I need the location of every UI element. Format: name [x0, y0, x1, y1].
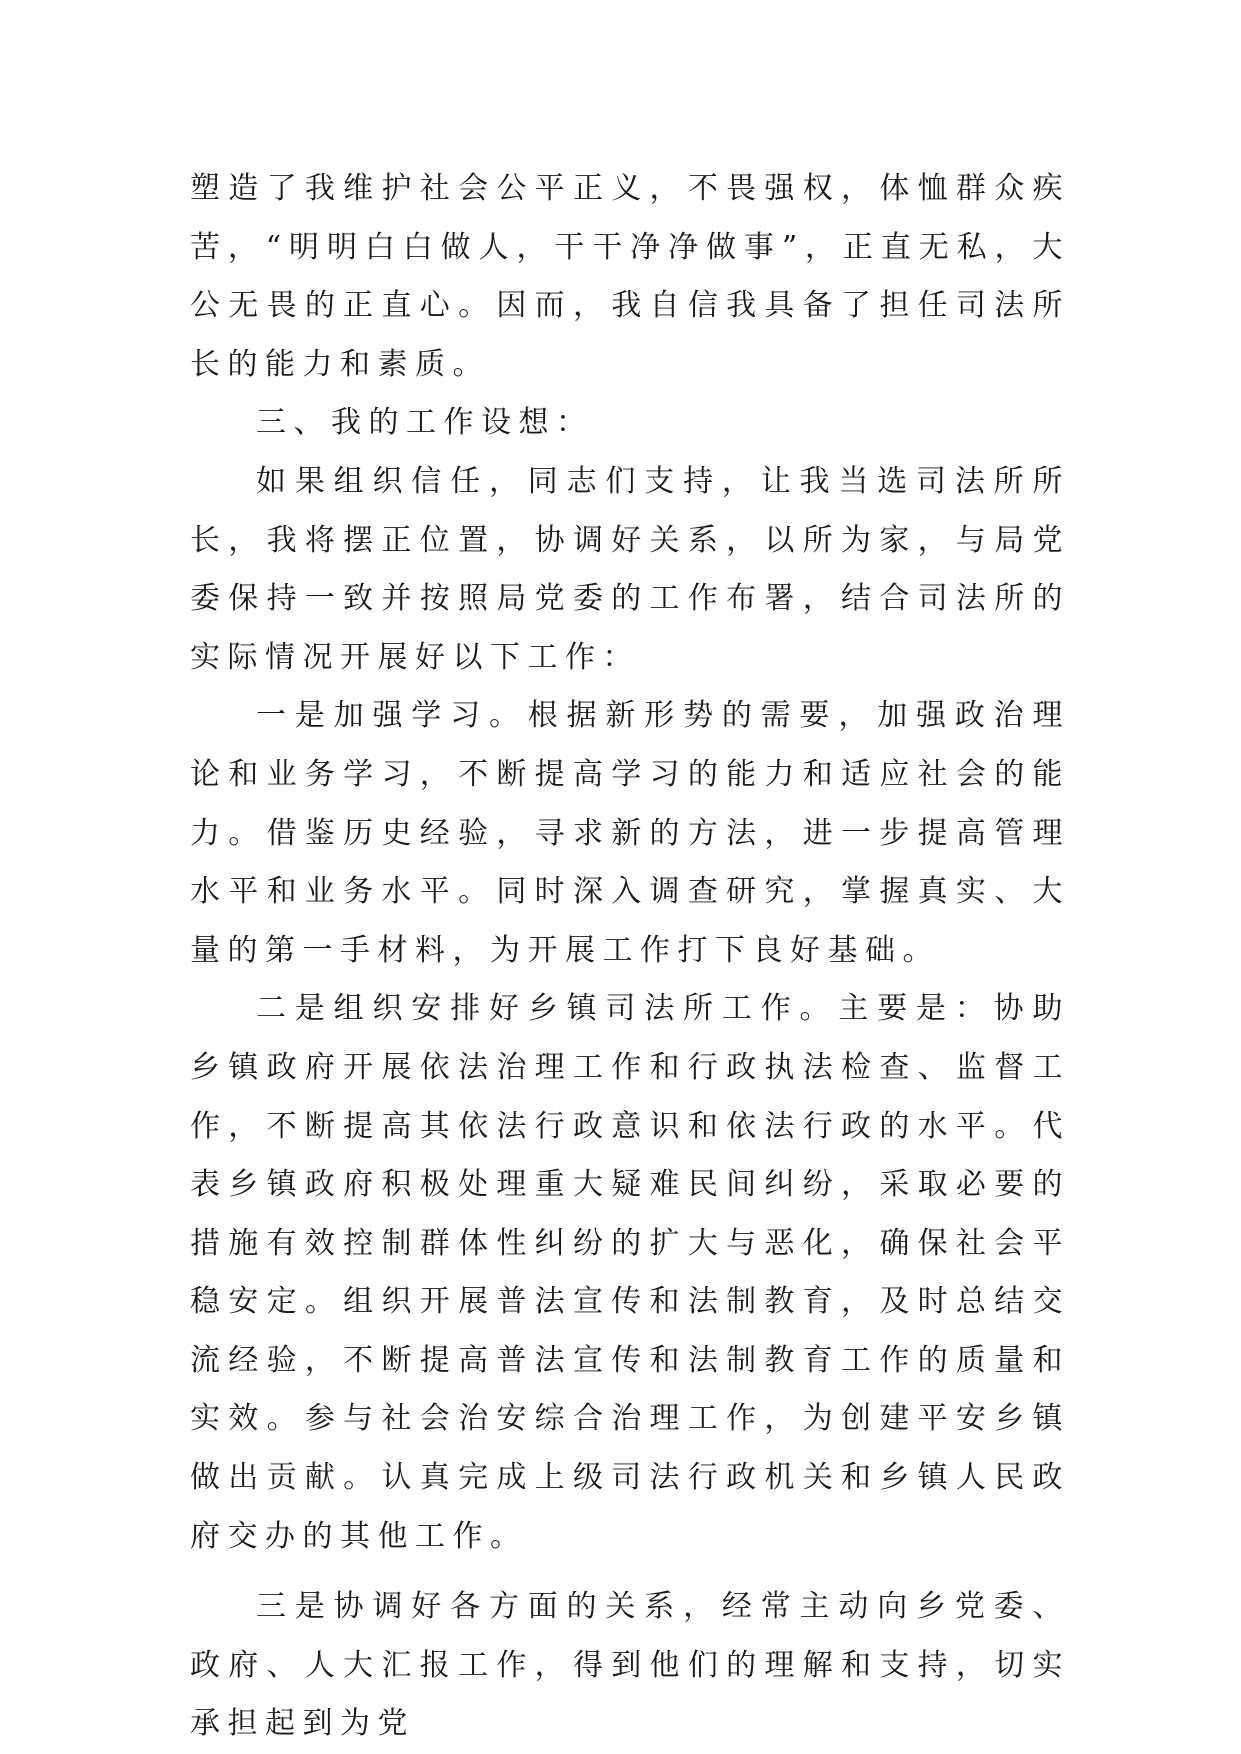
paragraph-point-three: 三是协调好各方面的关系，经常主动向乡党委、政府、人大汇报工作，得到他们的理解和支持，切实承担起到为党	[190, 1589, 1070, 1742]
paragraph-intro: 如果组织信任，同志们支持，让我当选司法所所长，我将摆正位置，协调好关系，以所为家，与局党委保持一致并按照局党委的工作布署，结合司法所的实际情况开展好以下工作：	[190, 463, 1070, 675]
paragraph-point-two: 二是组织安排好乡镇司法所工作。主要是：协助乡镇政府开展依法治理工作和行政执法检查、监督工作，不断提高其依法行政意识和依法行政的水平。代表乡镇政府积极处理重大疑难民间纠纷，采取必要的措施有效控制群体性纠纷的扩大与恶化，确保社会平稳安定。组织开展普法宣传和法制教育，及时总结交流经验，不断提高普法宣传和法制教育工作的质量和实效。参与社会治安综合治理工作，为创建平安乡镇做出贡献。认真完成上级司法行政机关和乡镇人民政府交办的其他工作。	[190, 991, 1070, 1554]
paragraph-point-one: 一是加强学习。根据新形势的需要，加强政治理论和业务学习，不断提高学习的能力和适应社会的能力。借鉴历史经验，寻求新的方法，进一步提高管理水平和业务水平。同时深入调查研究，掌握真实、大量的第一手材料，为开展工作打下良好基础。	[190, 698, 1070, 968]
paragraph-continuation: 塑造了我维护社会公平正义，不畏强权，体恤群众疾苦，“明明白白做人，干干净净做事”，正直无私，大公无畏的正直心。因而，我自信我具备了担任司法所长的能力和素质。	[190, 171, 1070, 382]
document-body	[190, 160, 1070, 1754]
section-heading-work-plan: 三、我的工作设想：	[256, 405, 594, 441]
